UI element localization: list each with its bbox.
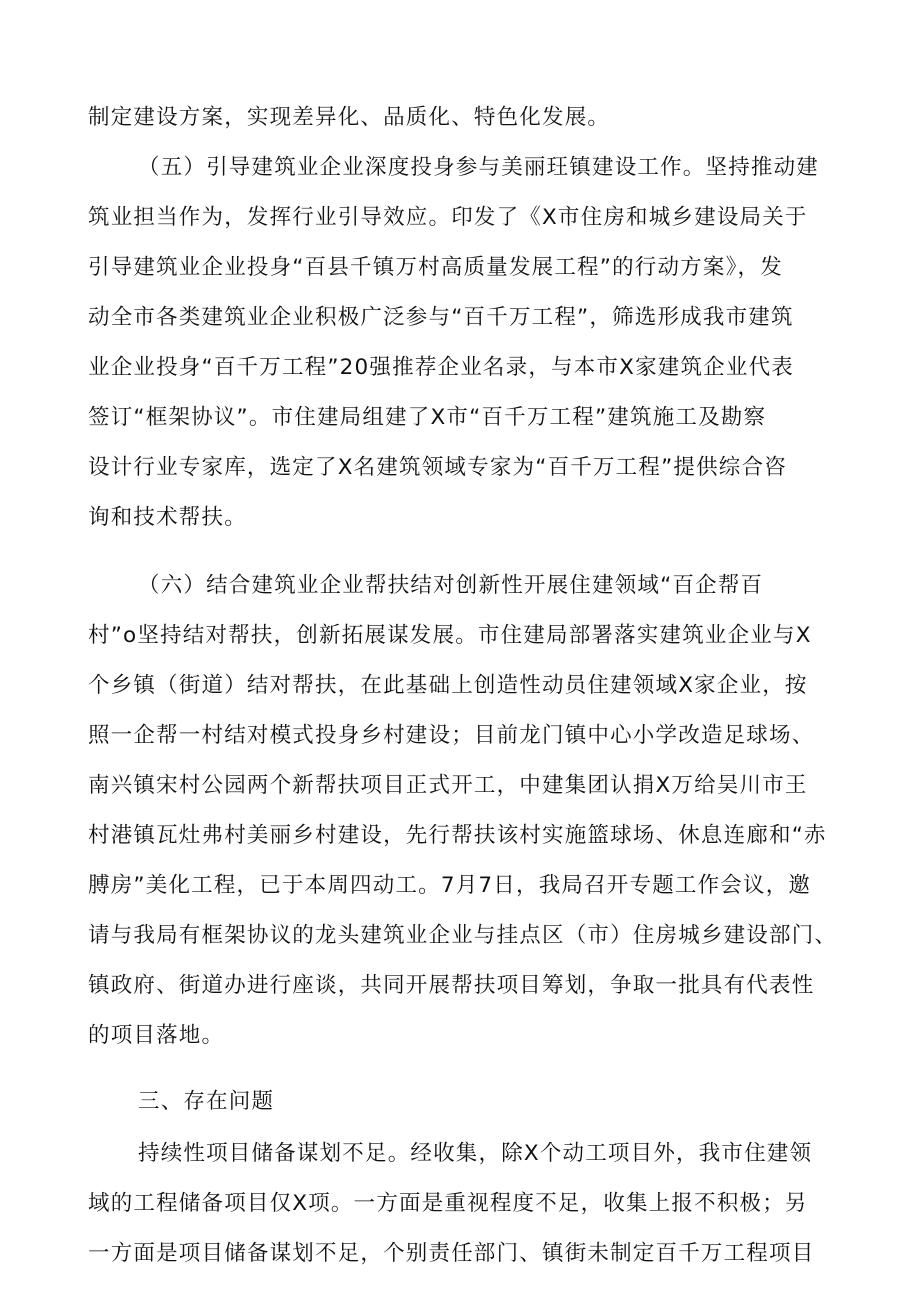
text-line: 一方面是项目储备谋划不足，个别责任部门、镇街未制定百千万工程项目 (88, 1241, 815, 1266)
text-line: 筑业担当作为，发挥行业引导效应。印发了《X市住房和城乡建设局关于 (88, 205, 808, 230)
text-line: 村港镇瓦灶弗村美丽乡村建设，先行帮扶该村实施篮球场、休息连廊和“赤 (88, 823, 827, 848)
text-line: 膊房”美化工程，已于本周四动工。7月7日，我局召开专题工作会议，邀 (88, 873, 812, 898)
text-line: 动全市各类建筑业企业积极广泛参与“百千万工程”，筛选形成我市建筑 (88, 305, 794, 330)
text-line: 请与我局有框架协议的龙头建筑业企业与挂点区（市）住房城乡建设部门、 (88, 923, 838, 948)
text-line: 村”o坚持结对帮扶，创新拓展谋发展。市住建局部署落实建筑业企业与X (88, 623, 812, 648)
text-line: 设计行业专家库，选定了X名建筑领域专家为“百千万工程”提供综合咨 (88, 455, 787, 480)
text-line: 南兴镇宋村公园两个新帮扶项目正式开工，中建集团认捐X万给吴川市王 (88, 773, 808, 798)
text-line: 域的工程储备项目仅X项。一方面是重视程度不足，收集上报不积极；另 (88, 1191, 808, 1216)
text-line: 询和技术帮扶。 (88, 505, 247, 530)
text-line: 引导建筑业企业投身“百县千镇万村高质量发展工程”的行动方案》，发 (88, 255, 783, 280)
text-line: 签订“框架协议”。市住建局组建了X市“百千万工程”建筑施工及勘察 (88, 405, 767, 430)
text-line: 业企业投身“百千万工程”20强推荐企业名录，与本市X家建筑企业代表 (88, 355, 794, 380)
section-heading-6: （六）结合建筑业企业帮扶结对创新性开展住建领域“百企帮百 (138, 573, 764, 598)
text-line: 制定建设方案，实现差异化、品质化、特色化发展。 (88, 105, 611, 130)
text-line: 镇政府、街道办进行座谈，共同开展帮扶项目筹划，争取一批具有代表性 (88, 973, 815, 998)
text-line: 持续性项目储备谋划不足。经收集，除X个动工项目外，我市住建领 (138, 1141, 813, 1166)
section-heading-5: （五）引导建筑业企业深度投身参与美丽玨镇建设工作。坚持推动建 (138, 155, 820, 180)
text-line: 个乡镇（街道）结对帮扶，在此基础上创造性动员住建领域X家企业，按 (88, 673, 808, 698)
section-heading-problems: 三、存在问题 (138, 1089, 275, 1114)
text-line: 的项目落地。 (88, 1023, 225, 1048)
text-line: 照一企帮一村结对模式投身乡村建设；目前龙门镇中心小学改造足球场、 (88, 723, 815, 748)
